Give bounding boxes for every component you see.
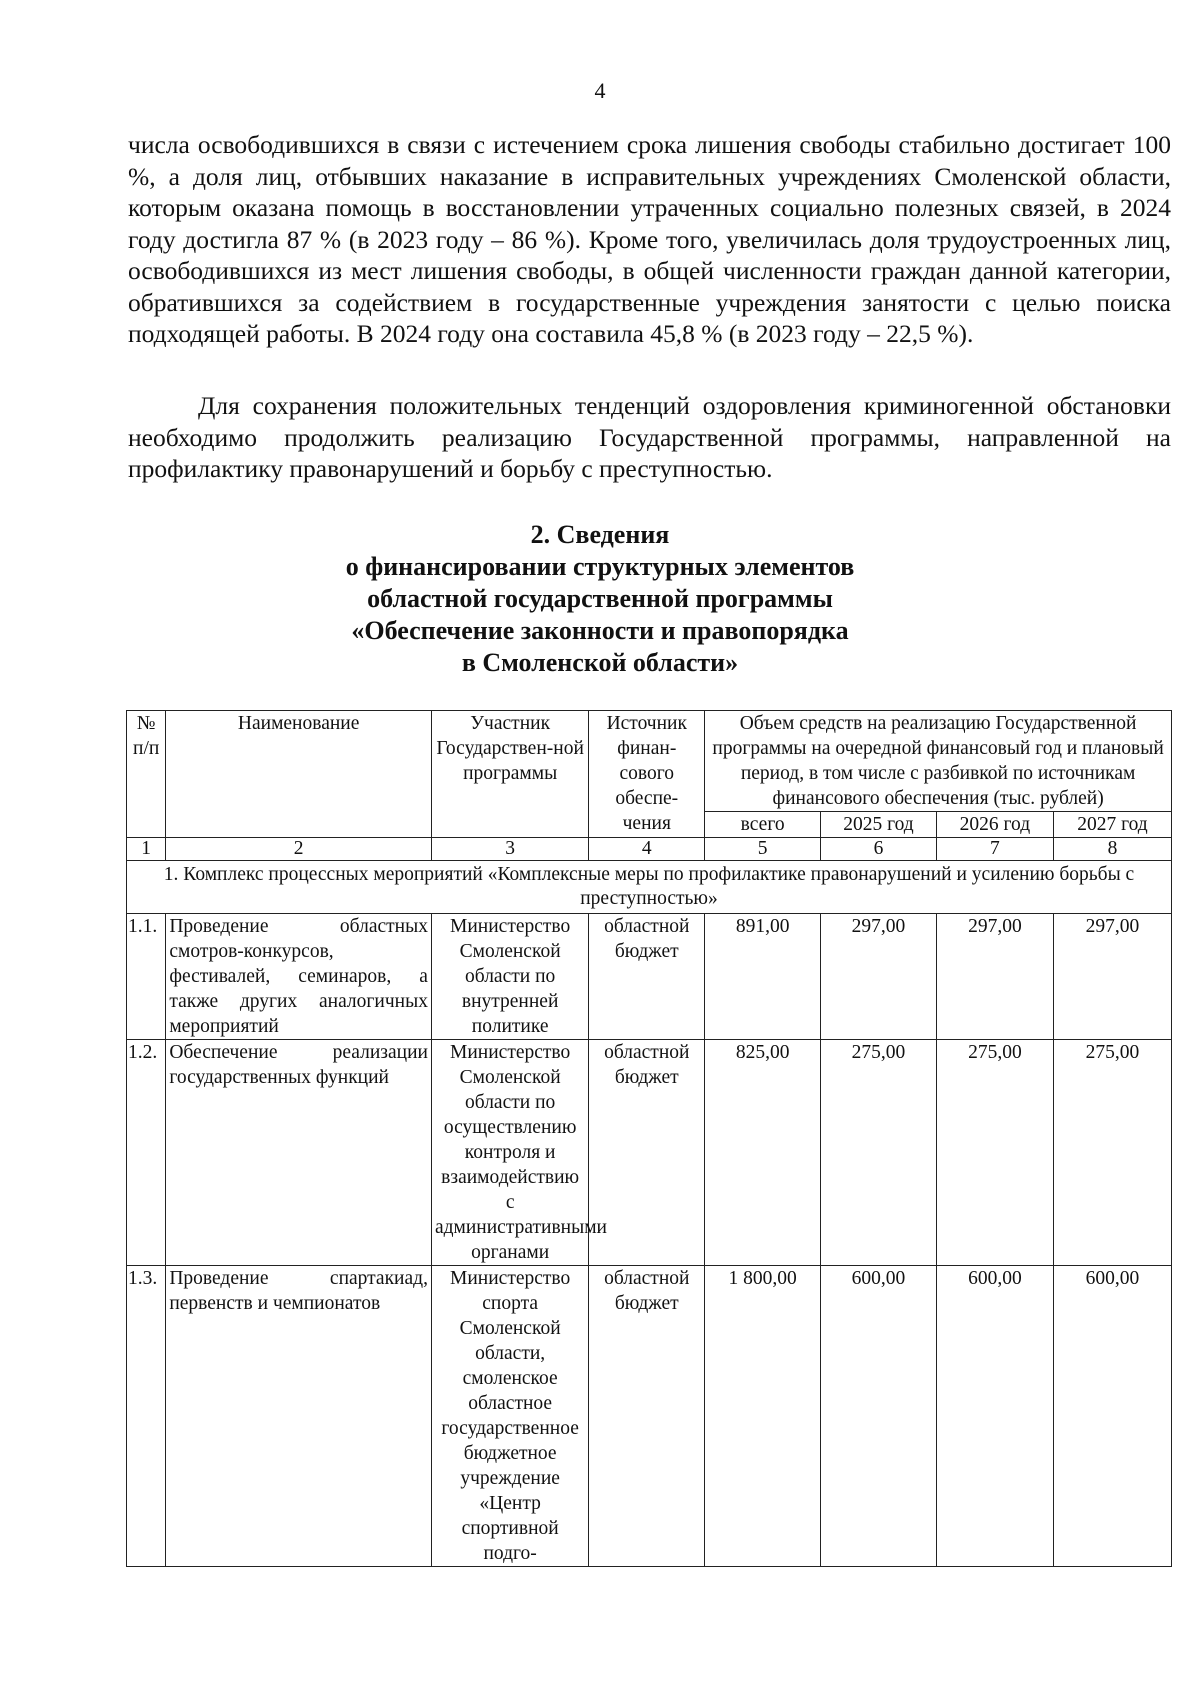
row-2025: 275,00	[821, 1040, 937, 1266]
row-participant: Министерство Смоленской области по внутренней политике	[431, 914, 588, 1040]
row-participant: Министерство Смоленской области по осуществлению контроля и взаимодействию с административными органами	[431, 1040, 588, 1266]
row-total: 891,00	[705, 914, 821, 1040]
row-name: Проведение областных смотров-конкурсов, фестивалей, семинаров, а также других аналогичных мероприятий	[166, 914, 432, 1040]
row-participant: Министерство спорта Смоленской области, смоленское областное государственное бюджетное учреждение «Центр спортивной подго-	[431, 1266, 588, 1567]
paragraph-text: Для сохранения положительных тенденций оздоровления криминогенной обстановки необходимо продолжить реализацию Государственной программы, направленной на профилактику правонарушений и борьбу с преступностью.	[128, 391, 1171, 483]
row-2026: 275,00	[936, 1040, 1053, 1266]
page-number: 4	[594, 78, 606, 103]
column-index: 5	[705, 838, 821, 861]
row-num: 1.2.	[127, 1040, 166, 1266]
table-row	[127, 1266, 1172, 1567]
column-index: 6	[821, 838, 937, 861]
column-index: 1	[127, 838, 166, 861]
group-title: 1. Комплекс процессных мероприятий «Комплексные меры по профилактике правонарушений и усилению борьбы с преступностью»	[127, 861, 1172, 914]
row-source: областной бюджет	[589, 1266, 705, 1567]
row-2027: 275,00	[1053, 1040, 1171, 1266]
row-2025: 600,00	[821, 1266, 937, 1567]
section-title-line: о финансировании структурных элементов	[345, 552, 855, 581]
row-source: областной бюджет	[589, 914, 705, 1040]
header-num: № п/п	[127, 711, 166, 838]
column-index: 8	[1053, 838, 1171, 861]
table-row	[127, 1040, 1172, 1266]
row-num: 1.3.	[127, 1266, 166, 1567]
header-participant: Участник Государствен-ной программы	[431, 711, 588, 838]
column-index: 2	[166, 838, 432, 861]
column-index: 4	[589, 838, 705, 861]
section-title-line: областной государственной программы	[367, 584, 833, 613]
column-index: 3	[431, 838, 588, 861]
header-volume: Объем средств на реализацию Государственной программы на очередной финансовый год и плановый период, в том числе с разбивкой по источникам финансового обеспечения (тыс. рублей)	[705, 711, 1172, 812]
section-title-line: «Обеспечение законности и правопорядка	[351, 616, 849, 645]
row-2027: 600,00	[1053, 1266, 1171, 1567]
section-title-line: в Смоленской области»	[461, 648, 739, 677]
table-row	[127, 914, 1172, 1040]
section-title-line: 2. Сведения	[530, 520, 670, 549]
row-2026: 297,00	[936, 914, 1053, 1040]
paragraph-text: числа освободившихся в связи с истечением срока лишения свободы стабильно достигает 100 %, а доля лиц, отбывших наказание в исправительных учреждениях Смоленской области, которым оказана помощь в восстановлении утраченных социально полезных связей, в 2024 году достигла 87 % (в 2023 году – 86 %). Кроме того, увеличилась доля трудоустроенных лиц, освободившихся из мест лишения свободы, в общей численности граждан данной категории, обратившихся за содействием в государственные учреждения занятости с целью поиска подходящей работы. В 2024 году она составила 45,8 % (в 2023 году – 22,5 %).	[128, 130, 1171, 348]
row-name: Проведение спартакиад, первенств и чемпионатов	[166, 1266, 432, 1567]
paragraph-2	[128, 390, 1171, 485]
paragraph-1	[128, 129, 1171, 350]
row-2027: 297,00	[1053, 914, 1171, 1040]
row-total: 1 800,00	[705, 1266, 821, 1567]
section-title	[0, 519, 1200, 679]
row-source: областной бюджет	[589, 1040, 705, 1266]
row-2025: 297,00	[821, 914, 937, 1040]
column-index: 7	[936, 838, 1053, 861]
financing-table	[126, 710, 1172, 1567]
row-num: 1.1.	[127, 914, 166, 1040]
header-name: Наименование	[166, 711, 432, 838]
header-2026: 2026 год	[936, 812, 1053, 838]
table-header-row	[127, 711, 1172, 812]
row-name: Обеспечение реализации государственных функций	[166, 1040, 432, 1266]
header-2025: 2025 год	[821, 812, 937, 838]
header-2027: 2027 год	[1053, 812, 1171, 838]
header-source: Источник финан-сового обеспе-чения	[589, 711, 705, 838]
header-total: всего	[705, 812, 821, 838]
row-total: 825,00	[705, 1040, 821, 1266]
group-row	[127, 861, 1172, 914]
row-2026: 600,00	[936, 1266, 1053, 1567]
column-index-row	[127, 838, 1172, 861]
